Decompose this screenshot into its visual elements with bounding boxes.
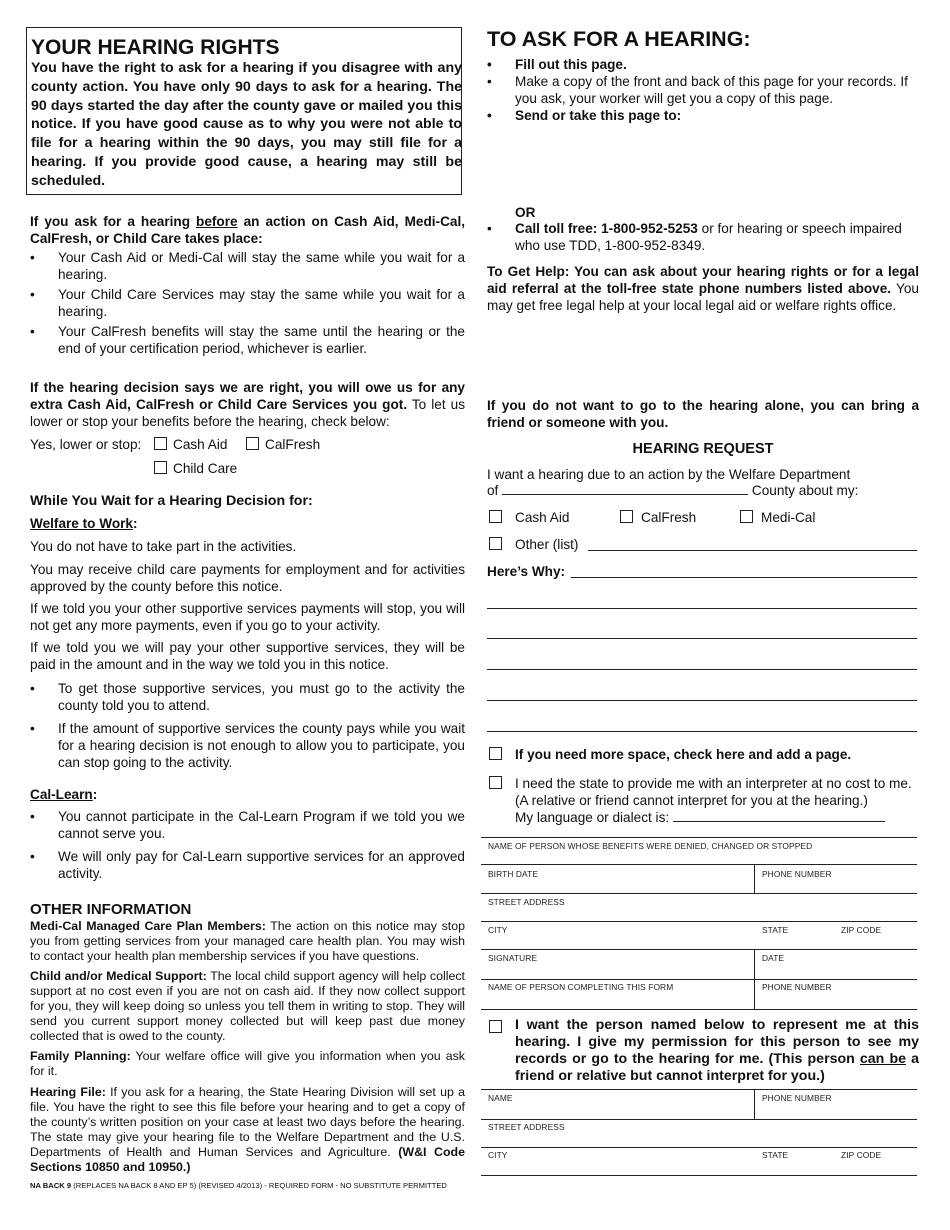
callearn-bullets <box>30 808 465 882</box>
city-label: CITY <box>488 925 508 935</box>
form-rule <box>481 949 917 950</box>
list-item: • Make a copy of the front and back of this page for your records. If you ask, your worker will get you a copy of this page. <box>487 73 919 107</box>
list-item: • Send or take this page to: <box>487 107 919 124</box>
name-person-label: NAME OF PERSON WHOSE BENEFITS WERE DENIED, CHANGED OR STOPPED <box>488 841 813 851</box>
form-rule <box>481 1009 917 1010</box>
family-planning-paragraph: Family Planning: Your welfare office will give you information when you ask for it. <box>30 1049 465 1078</box>
wait-heading: While You Wait for a Hearing Decision for: <box>30 493 313 509</box>
list-item: • If the amount of supportive services the county pays while you wait for a hearing decision is not enough to allow you to participate, you can stop going to the activity. <box>30 720 465 771</box>
form-rule <box>481 1147 917 1148</box>
form-divider <box>754 1089 755 1119</box>
checkbox-box[interactable] <box>489 776 502 789</box>
hearing-file-paragraph: Hearing File: If you ask for a hearing, the State Hearing Division will set up a file. You have the right to see this file before your hearing and to get a copy of the county’s written position on your case at least two days before the hearing. The state may give your hearing file to the Welfare Department and the U.S. Departments of Health and Human Services and Agriculture. (W&I Code Sections 10850 and 10950.) <box>30 1085 466 1174</box>
rep-zip-label: ZIP CODE <box>841 1150 882 1160</box>
zip-label: ZIP CODE <box>841 925 882 935</box>
list-item: • Call toll free: 1-800-952-5253 or for hearing or speech impaired who use TDD, 1-800-952-8349. <box>487 220 919 254</box>
form-rule <box>481 1089 917 1090</box>
rights-title: YOUR HEARING RIGHTS <box>31 36 280 59</box>
list-item: • Your Child Care Services may stay the same while you wait for a hearing. <box>30 286 465 320</box>
rights-body: You have the right to ask for a hearing if you disagree with any county action. You have only 90 days to ask for a hearing. The 90 days started the day after the county gave or mailed you this notice. If you have good cause as to why you were not able to file for a hearing within the 90 days, you may still file for a hearing. If you provide good cause, a hearing may still be scheduled. <box>31 60 462 189</box>
hearing-request-heading: HEARING REQUEST <box>632 441 774 457</box>
signature-label: SIGNATURE <box>488 953 538 963</box>
call-toll-free <box>487 220 919 254</box>
form-rule <box>481 979 917 980</box>
checkbox-box[interactable] <box>154 461 167 474</box>
checkbox-box[interactable] <box>246 437 259 450</box>
heres-why-label: Here’s Why: <box>487 564 566 579</box>
child-support-paragraph: Child and/or Medical Support: The local child support agency will help collect support at no cost even if you are not on cash aid. If they now collect support for you, they will keep doing so unless you tell them in writing to stop. They will send you current support money collected but will keep past due money collected that is owed to the county. <box>30 969 465 1043</box>
form-rule <box>481 893 917 894</box>
wtw-bullets <box>30 680 465 771</box>
bring-friend: If you do not want to go to the hearing alone, you can bring a friend or someone with you. <box>487 398 919 430</box>
rep-state-label: STATE <box>762 1150 789 1160</box>
form-rule <box>481 837 917 838</box>
represent-text: I want the person named below to represent me at this hearing. I give my permission for this person to see my records or go to the hearing for me. (This person can be a friend or relative but cannot interpret for you.) <box>515 1017 919 1084</box>
request-checkbox-cash-aid[interactable]: Cash Aid <box>489 509 569 526</box>
form-divider <box>754 864 755 893</box>
lower-stop-label: Yes, lower or stop: <box>30 437 142 452</box>
list-item: • Your CalFresh benefits will stay the same until the hearing or the end of your certification period, whichever is earlier. <box>30 323 465 357</box>
street-label: STREET ADDRESS <box>488 897 565 907</box>
more-space-checkbox[interactable]: If you need more space, check here and add a page. <box>489 746 851 763</box>
form-rule <box>481 1175 917 1176</box>
rep-city-label: CITY <box>488 1150 508 1160</box>
list-item: • To get those supportive services, you must go to the activity the county told you to attend. <box>30 680 465 714</box>
rep-phone-label: PHONE NUMBER <box>762 1093 832 1103</box>
checkbox-box[interactable] <box>489 510 502 523</box>
wtw-heading: Welfare to Work: <box>30 516 138 531</box>
other-info-heading: OTHER INFORMATION <box>30 901 192 918</box>
request-county-line: of County about my: <box>487 483 859 498</box>
form-rule <box>481 864 917 865</box>
language-input[interactable] <box>673 809 885 822</box>
state-label: STATE <box>762 925 789 935</box>
checkbox-box[interactable] <box>489 537 502 550</box>
list-item: • You cannot participate in the Cal-Learn Program if we told you we cannot serve you. <box>30 808 465 842</box>
birth-date-label: BIRTH DATE <box>488 869 539 879</box>
list-item: • Your Cash Aid or Medi-Cal will stay the same while you wait for a hearing. <box>30 249 465 283</box>
form-rule <box>481 1119 917 1120</box>
list-item: • We will only pay for Cal-Learn supportive services for an approved activity. <box>30 848 465 882</box>
rep-street-label: STREET ADDRESS <box>488 1122 565 1132</box>
rep-name-label: NAME <box>488 1093 513 1103</box>
request-line1: I want a hearing due to an action by the Welfare Department <box>487 467 851 482</box>
list-item: • Fill out this page. <box>487 56 919 73</box>
other-list-input[interactable] <box>588 550 917 551</box>
ask-steps <box>487 56 919 124</box>
before-action-intro: If you ask for a hearing before an action on Cash Aid, Medi-Cal, CalFresh, or Child Care takes place: <box>30 214 466 246</box>
checkbox-box[interactable] <box>489 747 502 760</box>
managed-care-paragraph: Medi-Cal Managed Care Plan Members: The action on this notice may stop you from getting services from your managed care health plan. You may wish to contact your health plan membership services if you have questions. <box>30 919 465 963</box>
wtw-p1: You do not have to take part in the activities. <box>30 539 297 554</box>
why-input-line[interactable] <box>487 731 917 732</box>
checkbox-box[interactable] <box>489 1020 502 1033</box>
form-footer: NA BACK 9 (REPLACES NA BACK 8 AND EP 5) (REVISED 4/2013) - REQUIRED FORM - NO SUBSTITUTE PERMITTED <box>30 1181 447 1190</box>
or-label: OR <box>515 205 536 220</box>
request-checkbox-calfresh[interactable]: CalFresh <box>620 509 696 526</box>
checkbox-cash-aid[interactable]: Cash Aid <box>154 436 227 453</box>
owe-paragraph: If the hearing decision says we are right, you will owe us for any extra Cash Aid, CalFresh or Child Care Services you got. To let us lower or stop your benefits before the hearing, check below: <box>30 380 466 429</box>
checkbox-calfresh[interactable]: CalFresh <box>246 436 320 453</box>
why-input-line[interactable] <box>487 638 917 639</box>
interpreter-checkbox[interactable] <box>489 775 508 792</box>
before-action-list <box>30 249 465 357</box>
represent-checkbox[interactable] <box>489 1019 508 1036</box>
checkbox-box[interactable] <box>620 510 633 523</box>
why-input-line[interactable] <box>487 608 917 609</box>
checkbox-box[interactable] <box>740 510 753 523</box>
why-input-line[interactable] <box>571 577 917 578</box>
wtw-p4: If we told you we will pay your other supportive services, they will be paid in the amount and in the way we told you in this notice. <box>30 640 465 672</box>
callearn-heading: Cal-Learn: <box>30 787 98 802</box>
completing-label: NAME OF PERSON COMPLETING THIS FORM <box>488 982 674 992</box>
ask-title: TO ASK FOR A HEARING: <box>487 27 751 51</box>
why-input-line[interactable] <box>487 669 917 670</box>
phone-label: PHONE NUMBER <box>762 869 832 879</box>
county-input[interactable] <box>502 482 748 495</box>
wtw-p2: You may receive child care payments for employment and for activities approved by the county before this notice. <box>30 562 465 594</box>
form-rule <box>481 921 917 922</box>
phone-label-2: PHONE NUMBER <box>762 982 832 992</box>
why-input-line[interactable] <box>487 700 917 701</box>
interpreter-text: I need the state to provide me with an interpreter at no cost to me. (A relative or friend cannot interpret for you at the hearing.) My language or dialect is: <box>515 776 912 825</box>
date-label: DATE <box>762 953 785 963</box>
wtw-p3: If we told you your other supportive services payments will stop, you will not get any more payments, even if you go to your activity. <box>30 601 465 633</box>
request-checkbox-other[interactable]: Other (list) <box>489 536 578 553</box>
checkbox-box[interactable] <box>154 437 167 450</box>
request-checkbox-medi-cal[interactable]: Medi-Cal <box>740 509 815 526</box>
checkbox-child-care[interactable]: Child Care <box>154 460 237 477</box>
get-help-paragraph: To Get Help: You can ask about your hearing rights or for a legal aid referral at the toll-free state phone numbers listed above. You may get free legal help at your local legal aid or welfare rights office. <box>487 264 919 313</box>
